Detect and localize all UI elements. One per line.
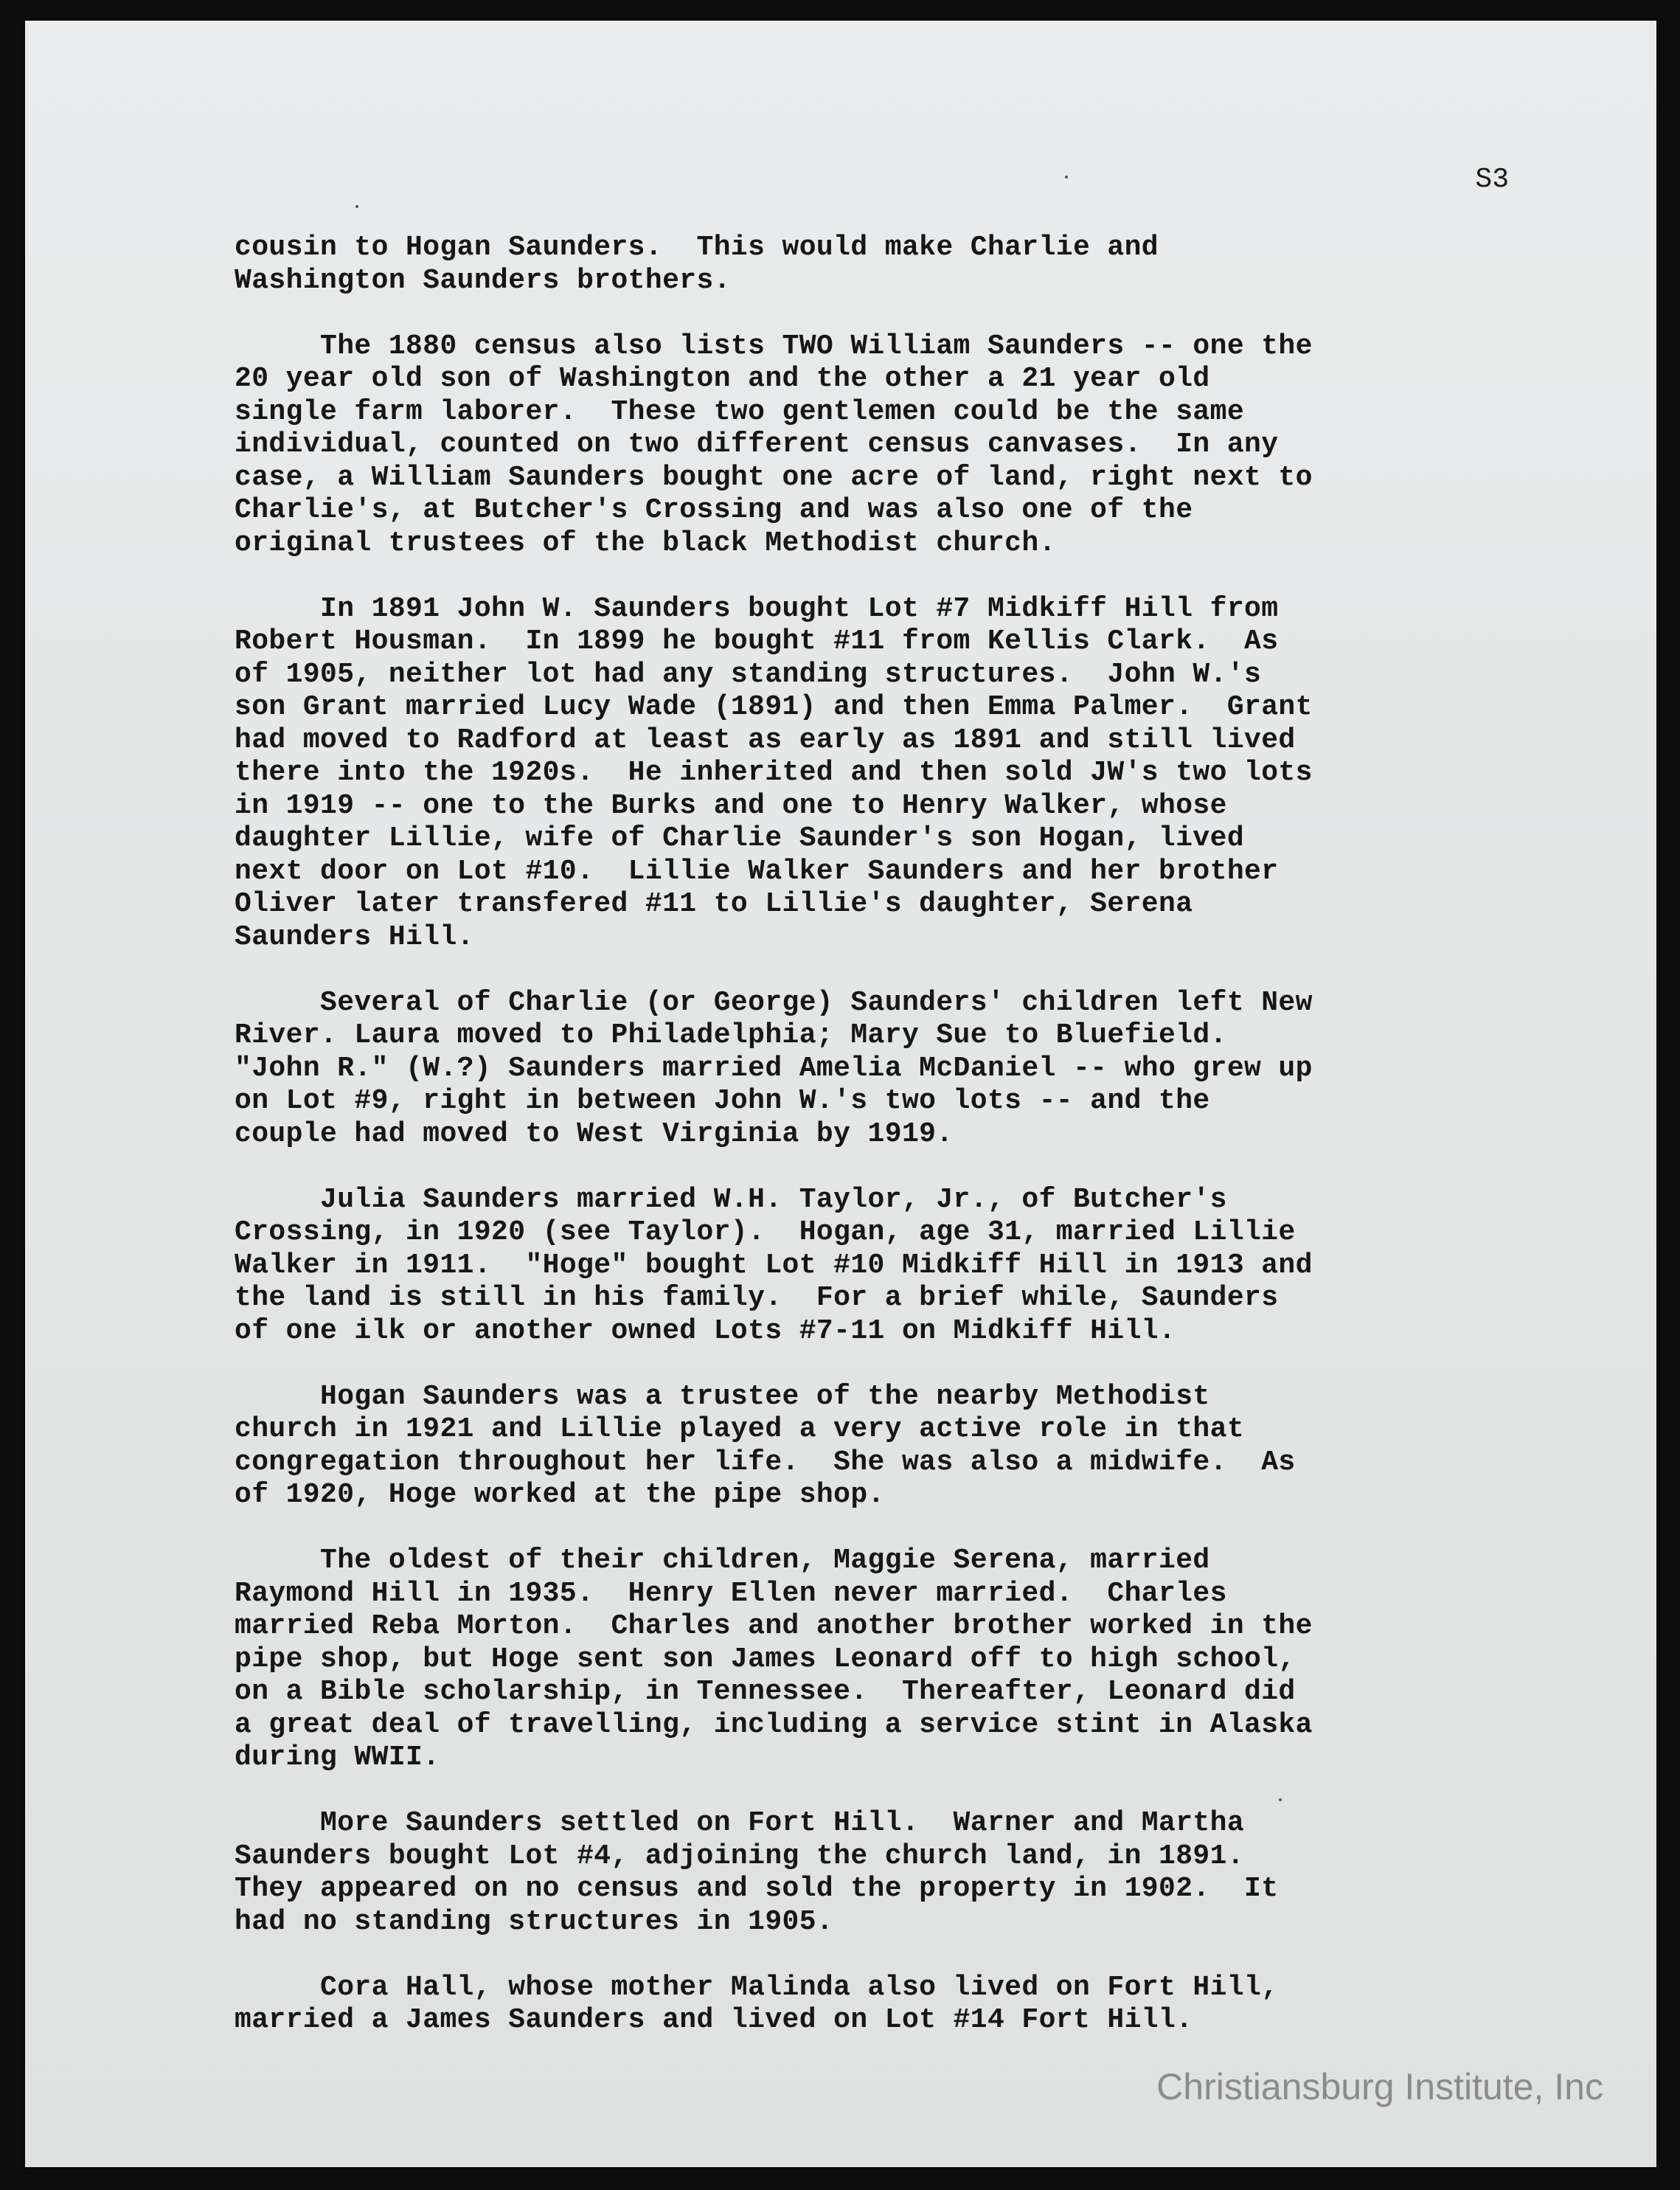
text-line: Cora Hall, whose mother Malinda also lived on Fort Hill, [235, 1971, 1279, 2003]
paragraph [235, 232, 1474, 297]
text-line: son Grant married Lucy Wade (1891) and then Emma Palmer. Grant [235, 691, 1313, 723]
text-line: of 1920, Hoge worked at the pipe shop. [235, 1479, 885, 1511]
text-line: married a James Saunders and lived on Lot #14 Fort Hill. [235, 2004, 1193, 2036]
text-line: They appeared on no census and sold the property in 1902. It [235, 1873, 1279, 1905]
text-line: The 1880 census also lists TWO William Saunders -- one the [235, 330, 1313, 362]
text-line: had moved to Radford at least as early as 1891 and still lived [235, 724, 1296, 756]
text-line: single farm laborer. These two gentlemen could be the same [235, 395, 1245, 428]
text-line: The oldest of their children, Maggie Serena, married [235, 1545, 1210, 1576]
text-line: Saunders Hill. [235, 921, 474, 953]
text-line: married Reba Morton. Charles and another brother worked in the [235, 1610, 1313, 1642]
text-line: congregation throughout her life. She was also a midwife. As [235, 1446, 1296, 1478]
text-line: Raymond Hill in 1935. Henry Ellen never married. Charles [235, 1577, 1227, 1609]
text-line: Oliver later transfered #11 to Lillie's daughter, Serena [235, 888, 1193, 920]
text-line: cousin to Hogan Saunders. This would make Charlie and [235, 232, 1159, 263]
text-line: of one ilk or another owned Lots #7-11 on Midkiff Hill. [235, 1314, 1176, 1347]
text-line: In 1891 John W. Saunders bought Lot #7 Midkiff Hill from [235, 592, 1279, 625]
paper-speck [355, 205, 358, 208]
paragraph [235, 1381, 1474, 1512]
text-line: a great deal of travelling, including a service stint in Alaska [235, 1708, 1313, 1741]
paragraph [235, 593, 1474, 954]
paragraph [235, 987, 1474, 1151]
text-line: couple had moved to West Virginia by 1919. [235, 1117, 954, 1150]
watermark: Christiansburg Institute, Inc [1156, 2066, 1603, 2107]
text-line: Crossing, in 1920 (see Taylor). Hogan, age 31, married Lillie [235, 1216, 1296, 1248]
paragraph [235, 1972, 1474, 2037]
text-line: Charlie's, at Butcher's Crossing and was also one of the [235, 494, 1193, 526]
text-line: the land is still in his family. For a brief while, Saunders [235, 1282, 1279, 1314]
text-line: 20 year old son of Washington and the other a 21 year old [235, 363, 1210, 395]
text-line: "John R." (W.?) Saunders married Amelia McDaniel -- who grew up [235, 1052, 1313, 1084]
paragraph [235, 330, 1474, 561]
text-line: daughter Lillie, wife of Charlie Saunder's son Hogan, lived [235, 822, 1245, 854]
text-line: in 1919 -- one to the Burks and one to Henry Walker, whose [235, 789, 1227, 822]
document-body [235, 232, 1474, 2070]
text-line: River. Laura moved to Philadelphia; Mary Sue to Bluefield. [235, 1019, 1227, 1051]
text-line: during WWII. [235, 1742, 440, 1773]
text-line: More Saunders settled on Fort Hill. Warner and Martha [235, 1807, 1245, 1839]
paragraph [235, 1184, 1474, 1348]
text-line: on Lot #9, right in between John W.'s two lots -- and the [235, 1085, 1210, 1117]
text-line: Several of Charlie (or George) Saunders' children left New [235, 986, 1313, 1019]
text-line: individual, counted on two different census canvases. In any [235, 429, 1279, 460]
text-line: original trustees of the black Methodist church. [235, 527, 1056, 559]
text-line: had no standing structures in 1905. [235, 1905, 834, 1938]
text-line: case, a William Saunders bought one acre of land, right next to [235, 461, 1313, 493]
paper-speck [1065, 176, 1068, 179]
page-number: S3 [1475, 164, 1509, 195]
text-line: Hogan Saunders was a trustee of the nearby Methodist [235, 1380, 1210, 1413]
text-line: Saunders bought Lot #4, adjoining the church land, in 1891. [235, 1840, 1245, 1872]
text-line: next door on Lot #10. Lillie Walker Saunders and her brother [235, 855, 1279, 887]
paragraph [235, 1545, 1474, 1775]
text-line: of 1905, neither lot had any standing structures. John W.'s [235, 658, 1262, 690]
paragraph [235, 1807, 1474, 1938]
text-line: Walker in 1911. "Hoge" bought Lot #10 Midkiff Hill in 1913 and [235, 1249, 1313, 1281]
text-line: Washington Saunders brothers. [235, 264, 731, 297]
text-line: pipe shop, but Hoge sent son James Leonard off to high school, [235, 1643, 1296, 1675]
text-line: Julia Saunders married W.H. Taylor, Jr., of Butcher's [235, 1183, 1227, 1216]
text-line: on a Bible scholarship, in Tennessee. Thereafter, Leonard did [235, 1676, 1296, 1708]
text-line: church in 1921 and Lillie played a very active role in that [235, 1413, 1245, 1445]
text-line: there into the 1920s. He inherited and then sold JW's two lots [235, 757, 1313, 789]
text-line: Robert Housman. In 1899 he bought #11 from Kellis Clark. As [235, 626, 1279, 657]
